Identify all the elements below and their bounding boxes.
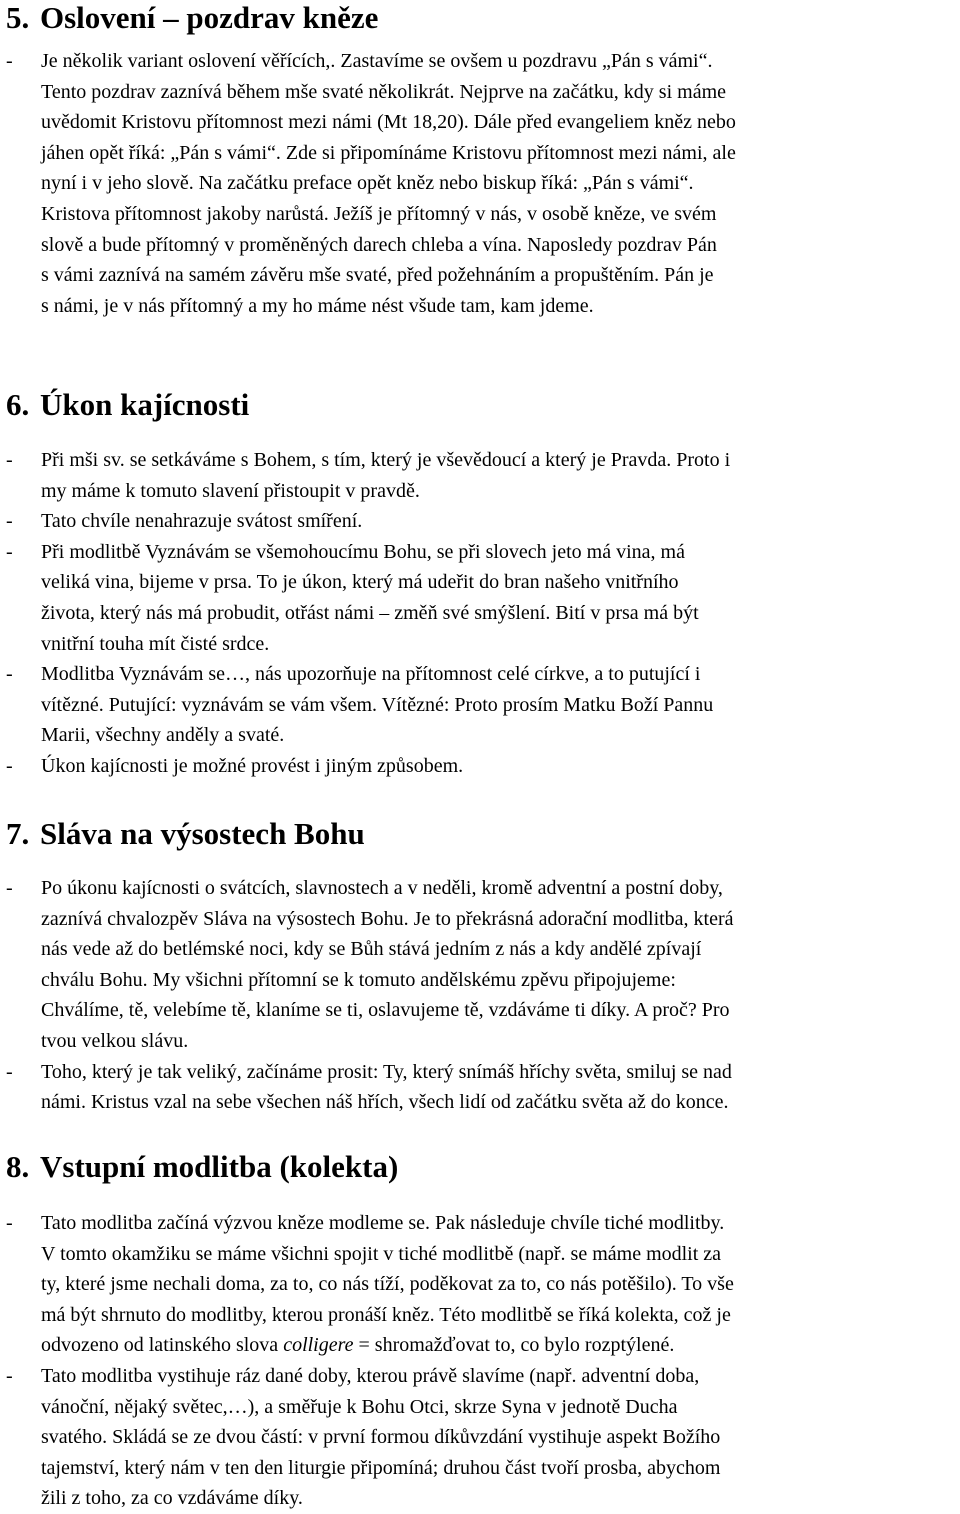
list-item — [6, 1208, 956, 1361]
text-line: nás vede až do betlémské noci, kdy se Bůh stává jedním z nás a kdy andělé zpívají — [41, 938, 702, 961]
text-line: s vámi zaznívá na samém závěru mše svaté, před požehnáním a propuštěním. Pán je — [41, 264, 714, 287]
text-line: Je několik variant oslovení věřících,. Zastavíme se ovšem u pozdravu „Pán s vámi“. — [41, 50, 713, 72]
bullet-dash: - — [6, 449, 13, 471]
bullet-dash: - — [6, 877, 13, 899]
section-title — [6, 1149, 398, 1185]
text-line: slově a bude přítomný v proměněných darech chleba a vína. Naposledy pozdrav Pán — [41, 233, 717, 256]
text-line: V tomto okamžiku se máme všichni spojit v tiché modlitbě (např. se máme modlit za — [41, 1242, 722, 1265]
text-line: Chválíme, tě, velebíme tě, klaníme se ti, oslavujeme tě, vzdáváme ti díky. A proč? Pro — [41, 999, 730, 1022]
list-item — [6, 1361, 956, 1514]
bullet-dash: - — [6, 1060, 13, 1083]
section-heading-text: Sláva na výsostech Bohu — [40, 816, 365, 851]
bullet-list — [6, 445, 956, 782]
bullet-list — [6, 46, 956, 321]
bullet-dash: - — [6, 510, 13, 533]
text-line: tvou velkou slávu. — [41, 1029, 189, 1052]
text-line: Po úkonu kajícnosti o svátcích, slavnostech a v neděli, kromě adventní a postní doby, — [41, 877, 723, 899]
text-line: uvědomit Kristovu přítomnost mezi námi (Mt 18,20). Dále před evangeliem kněz nebo — [41, 111, 736, 134]
text-line: žili z toho, za co vzdáváme díky. — [41, 1487, 303, 1510]
bullet-dash: - — [6, 663, 13, 686]
section-number: 6. — [6, 387, 30, 422]
bullet-dash: - — [6, 540, 13, 563]
latin-word: colligere — [283, 1334, 354, 1357]
text-line: Tato chvíle nenahrazuje svátost smíření. — [41, 510, 363, 533]
list-item — [6, 46, 956, 321]
bullet-dash: - — [6, 1212, 13, 1234]
text-line: Toho, který je tak veliký, začínáme prosit: Ty, který snímáš hříchy světa, smiluj se nad — [41, 1060, 732, 1083]
text-line: Kristova přítomnost jakoby narůstá. Ježíš je přítomný v nás, v osobě kněze, ve svém — [41, 202, 717, 225]
section-title — [6, 816, 365, 852]
section-number: 5. — [6, 0, 30, 35]
text-line: svatého. Skládá se ze dvou částí: v první formou díkůvzdání vystihuje aspekt Božího — [41, 1426, 721, 1449]
section-heading-text: Oslovení – pozdrav kněze — [40, 0, 379, 35]
text-line: Tato modlitba vystihuje ráz dané doby, kterou právě slavíme (např. adventní doba, — [41, 1364, 700, 1387]
list-item — [6, 537, 956, 659]
list-item — [6, 1057, 956, 1118]
list-item — [6, 506, 956, 537]
list-item — [6, 659, 956, 751]
text-line: života, který nás má probudit, otřást námi – změň své smýšlení. Bití v prsa má být — [41, 601, 699, 624]
text-line: Marii, všechny anděly a svaté. — [41, 724, 285, 747]
section-heading-text: Úkon kajícnosti — [40, 387, 250, 422]
list-item — [6, 751, 956, 782]
text-line: námi. Kristus vzal na sebe všechen náš hřích, všech lidí od začátku světa až do konce. — [41, 1091, 729, 1114]
text-line: veliká vina, bijeme v prsa. To je úkon, který má udeřit do bran našeho vnitřního — [41, 571, 679, 594]
text-line: my máme k tomuto slavení přistoupit v pravdě. — [41, 479, 420, 502]
section-heading-text: Vstupní modlitba (kolekta) — [40, 1149, 399, 1184]
text-line: tajemství, který nám v ten den liturgie připomíná; druhou část tvoří prosba, abychom — [41, 1456, 721, 1479]
text-line: vánoční, nějaký světec,…), a směřuje k Bohu Otci, skrze Syna v jednotě Ducha — [41, 1395, 678, 1418]
list-item — [6, 873, 956, 1057]
bullet-dash: - — [6, 50, 13, 72]
bullet-list — [6, 1208, 956, 1514]
text-line: Při mši sv. se setkáváme s Bohem, s tím, který je vševědoucí a který je Pravda. Proto i — [41, 449, 731, 471]
text-line: nyní i v jeho slově. Na začátku preface opět kněz nebo biskup říká: „Pán s vámi“. — [41, 172, 694, 195]
section-title — [6, 0, 378, 36]
section-title — [6, 387, 249, 423]
text-line: odvozeno od latinského slova colligere = shromažďovat to, co bylo rozptýlené. — [41, 1334, 675, 1357]
text-line: vítězné. Putující: vyznávám se vám všem. Vítězné: Proto prosím Matku Boží Pannu — [41, 693, 714, 716]
bullet-dash: - — [6, 1364, 13, 1387]
text-line: Úkon kajícnosti je možné provést i jiným způsobem. — [41, 754, 464, 777]
text-line: Při modlitbě Vyznávám se všemohoucímu Bohu, se při slovech jeto má vina, má — [41, 540, 685, 563]
text-line: vnitřní touha mít čisté srdce. — [41, 632, 270, 655]
text-line: ty, které jsme nechali doma, za to, co nás tíží, poděkovat za to, co nás potěšilo). To vše — [41, 1273, 734, 1296]
text-line: Tento pozdrav zaznívá během mše svaté několikrát. Nejprve na začátku, kdy si máme — [41, 80, 726, 103]
text-line: chválu Bohu. My všichni přítomní se k tomuto andělskému zpěvu připojujeme: — [41, 968, 676, 991]
text-line: jáhen opět říká: „Pán s vámi“. Zde si připomínáme Kristovu přítomnost mezi námi, ale — [41, 141, 736, 164]
text-line: Tato modlitba začíná výzvou kněze modleme se. Pak následuje chvíle tiché modlitby. — [41, 1212, 725, 1234]
text-line: zaznívá chvalozpěv Sláva na výsostech Bohu. Je to překrásná adorační modlitba, která — [41, 907, 734, 930]
section-number: 7. — [6, 816, 30, 851]
section-number: 8. — [6, 1149, 30, 1184]
text-line: má být shrnuto do modlitby, kterou pronáší kněz. Této modlitbě se říká kolekta, což je — [41, 1303, 731, 1326]
text-line: Modlitba Vyznávám se…, nás upozorňuje na přítomnost celé církve, a to putující i — [41, 663, 701, 686]
text-line: s námi, je v nás přítomný a my ho máme nést všude tam, kam jdeme. — [41, 294, 594, 317]
bullet-list — [6, 873, 956, 1118]
list-item — [6, 445, 956, 506]
bullet-dash: - — [6, 754, 13, 777]
